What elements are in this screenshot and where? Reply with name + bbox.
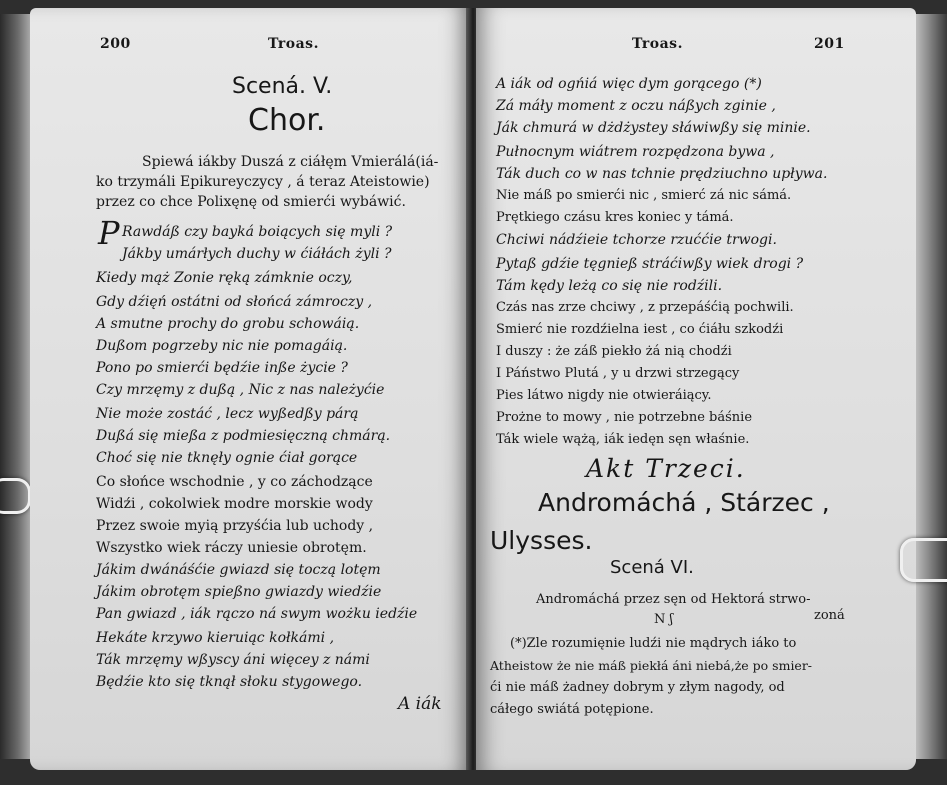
verse-line: Pono po smierći będźie inße życie ? [96, 360, 348, 376]
stage-direction-line: ko trzymáli Epikureyczycy , á teraz Ateistowie) [96, 174, 430, 190]
scene-direction: zoná [814, 608, 845, 623]
drop-cap: P [98, 214, 120, 252]
verse-line: Pytaß gdźie tęgnieß stráćiwßy wiek drogi ? [496, 256, 804, 272]
verse-line: Ták mrzęmy wßyscy áni więcey z námi [96, 652, 370, 668]
running-head-left: Troas. [268, 36, 319, 52]
right-page [476, 8, 916, 770]
scene-heading-right: Scená VI. [610, 557, 694, 578]
verse-line: Pan gwiazd , iák rączo ná swym wożku iedźie [96, 606, 418, 622]
verse-line: Będźie kto się tknął słoku stygowego. [96, 674, 363, 690]
verse-line: Zá máły moment z oczu náßych zginie , [496, 98, 776, 114]
verse-line: Chciwi nádźieie tchorze rzuććie trwogi. [496, 232, 777, 248]
verse-line: Czy mrzęmy z dußą , Nic z nas należyćie [96, 382, 385, 398]
verse-line: Ták wiele wążą, iák iedęn sęn właśnie. [496, 432, 750, 447]
running-head-right: Troas. [632, 36, 683, 52]
book-edge-right [916, 14, 947, 759]
verse-line: Hekáte krzywo kieruiąc kołkámi , [96, 630, 335, 646]
footnote-line: ći nie máß żadney dobrym y złym nagody, od [490, 680, 785, 695]
footnote-line: Atheistow że nie máß piekłá áni niebá,że po smier- [490, 658, 813, 673]
verse-line: Tám kędy leżą co się nie rodźili. [496, 278, 723, 294]
verse-line: Wszystko wiek ráczy uniesie obrotęm. [96, 540, 367, 556]
verse-line: Prożne to mowy , nie potrzebne báśnie [496, 410, 753, 425]
verse-line: Jákim obrotęm spießno gwiazdy wiedźie [96, 584, 382, 600]
verse-line: Choć się nie tknęły ognie ćiał gorące [96, 450, 358, 466]
verse-line: Widźi , cokolwiek modre morskie wody [96, 496, 373, 512]
verse-line: A smutne prochy do grobu schowáią. [96, 316, 360, 332]
signature-mark: N ʃ [654, 612, 674, 627]
verse-line: Jákby umárłych duchy w ćiáłách żyli ? [122, 246, 392, 262]
character-list-continued: Ulysses. [490, 526, 593, 555]
page-number-right: 201 [814, 36, 845, 52]
chorus-heading: Chor. [248, 103, 326, 138]
verse-line: Pułnocnym wiátrem rozpędzona bywa , [496, 144, 775, 160]
verse-line: A iák od ogńiá więc dym gorącego (*) [496, 76, 762, 92]
verse-line: Dußá się mießa z podmiesięczną chmárą. [96, 428, 391, 444]
act-heading: Akt Trzeci. [586, 454, 746, 483]
character-list: Andromáchá , Stárzec , [538, 488, 830, 517]
verse-line: I duszy : że záß piekło żá nią chodźi [496, 344, 732, 359]
page-clip-right [900, 538, 947, 582]
page-number-left: 200 [100, 36, 131, 52]
verse-line: Jákim dwánáśćie gwiazd się toczą lotęm [96, 562, 381, 578]
verse-line: Przez swoie myią przyśćia lub uchody , [96, 518, 374, 534]
page-clip-left [0, 478, 31, 514]
scene-heading-left: Scená. V. [232, 74, 333, 99]
verse-line: Nie máß po smierći nic , smierć zá nic sámá. [496, 188, 792, 203]
verse-line: Ják chmurá w dżdżystey słáwiwßy się minie. [496, 120, 811, 136]
verse-line: Pies látwo nigdy nie otwieráiący. [496, 388, 712, 403]
verse-line: Rawdáß czy bayká boiących się myli ? [122, 224, 393, 240]
verse-line: Gdy dźięń ostátni od słońcá zámroczy , [96, 294, 373, 310]
verse-line: Co słońce wschodnie , y co záchodzące [96, 474, 373, 490]
verse-line: I Páństwo Plutá , y u drzwi strzegący [496, 366, 740, 381]
stage-direction-line: Spiewá iákby Duszá z ciáłęm Vmierálá(iá- [142, 154, 439, 170]
left-page [30, 8, 470, 770]
stage-direction-line: przez co chce Polixęnę od smierći wybáwić. [96, 194, 406, 210]
scene-direction: Andromáchá przez sęn od Hektorá strwo- [536, 592, 811, 607]
book-edge-left [0, 14, 30, 759]
verse-line: Smierć nie rozdźielna iest , co ćiáłu szkodźi [496, 322, 784, 337]
verse-line: Nie może zostáć , lecz wyßedßy párą [96, 406, 359, 422]
footnote-line: cáłego swiátá potępione. [490, 702, 654, 717]
verse-line: Ták duch co w nas tchnie prędziuchno upływa. [496, 166, 828, 182]
verse-line: Dußom pogrzeby nic nie pomagáią. [96, 338, 348, 354]
verse-line: Kiedy mąż Zonie ręką zámknie oczy, [96, 270, 353, 286]
catchword: A iák [398, 694, 442, 714]
footnote-line: (*)Zle rozumięnie ludźi nie mądrych iáko to [510, 636, 797, 651]
verse-line: Czás nas zrze chciwy , z przepáśćią pochwili. [496, 300, 794, 315]
verse-line: Prętkiego czásu kres koniec y támá. [496, 210, 734, 225]
